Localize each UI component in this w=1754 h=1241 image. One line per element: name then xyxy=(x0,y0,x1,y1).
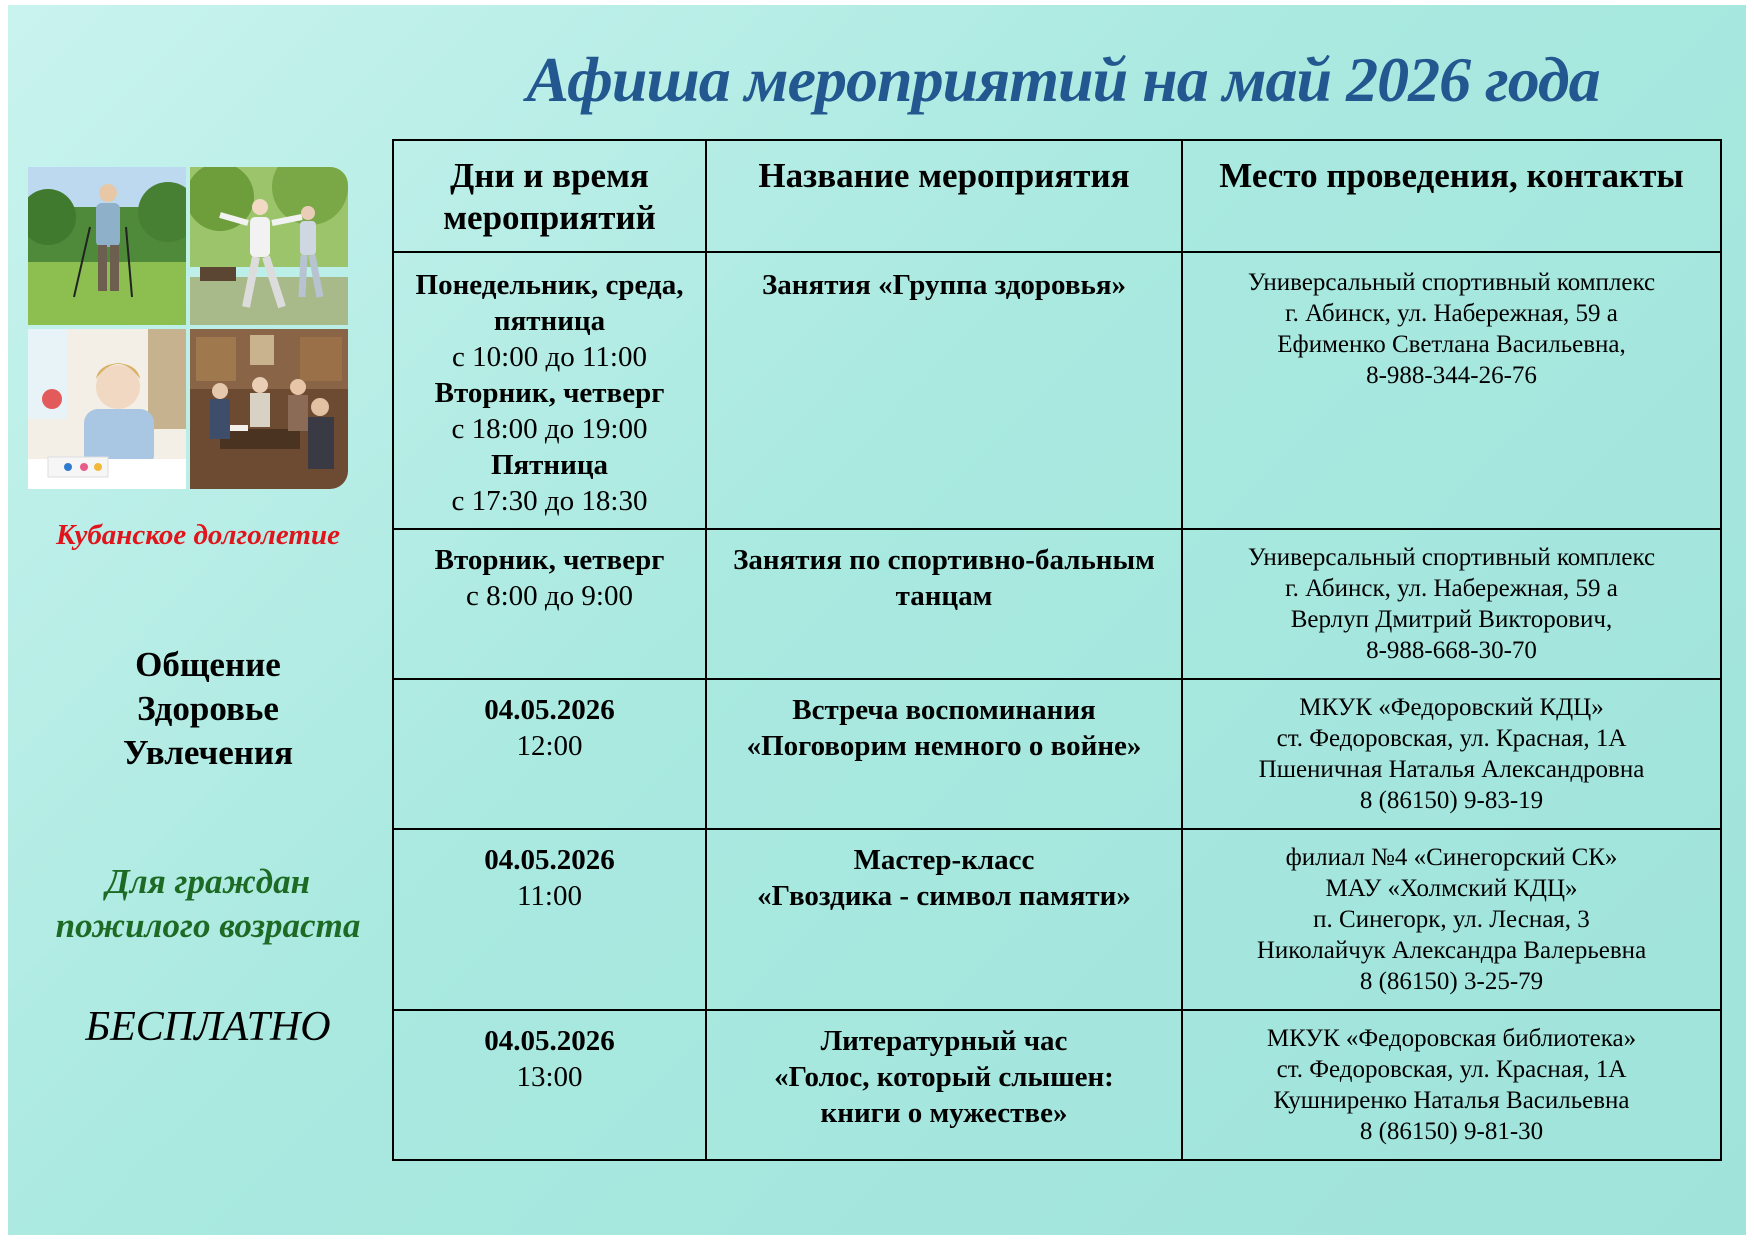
event-name-cell xyxy=(706,829,1182,1010)
event-place-line: Ефименко Светлана Васильевна, xyxy=(1277,331,1626,358)
event-place-cell xyxy=(1182,1010,1721,1160)
event-place-line: МКУК «Федоровский КДЦ» xyxy=(1299,694,1604,721)
page-title: Афиша мероприятий на май 2026 года xyxy=(526,44,1600,115)
reading-club-photo xyxy=(190,329,348,489)
event-place-line: ст. Федоровская, ул. Красная, 1А xyxy=(1276,725,1627,752)
event-place-line: Пшеничная Наталья Александровна xyxy=(1258,756,1645,783)
value-item: Здоровье xyxy=(137,689,279,728)
events-table xyxy=(392,139,1722,1161)
event-name-line: танцам xyxy=(895,580,993,612)
audience-line: Для граждан xyxy=(105,862,311,901)
event-day-label: 04.05.2026 xyxy=(484,694,615,726)
event-place-line: 8-988-668-30-70 xyxy=(1366,637,1537,664)
audience-note xyxy=(28,860,388,948)
photo-collage xyxy=(28,167,348,489)
event-place-line: 8-988-344-26-76 xyxy=(1366,362,1537,389)
event-day-label: Пятница xyxy=(490,449,609,481)
event-name-line: «Голос, который слышен: xyxy=(774,1061,1114,1093)
event-name-line: Занятия по спортивно-бальным xyxy=(733,544,1155,576)
event-name-line: Литературный час xyxy=(820,1025,1068,1057)
price-note: БЕСПЛАТНО xyxy=(85,1004,331,1050)
table-row xyxy=(393,252,1721,529)
event-place-line: 8 (86150) 9-81-30 xyxy=(1359,1118,1544,1145)
event-name-cell xyxy=(706,1010,1182,1160)
event-place-line: ст. Федоровская, ул. Красная, 1А xyxy=(1276,1056,1627,1083)
event-name-cell xyxy=(706,252,1182,529)
event-name-line: «Поговорим немного о войне» xyxy=(746,730,1142,762)
table-row xyxy=(393,529,1721,679)
event-place-line: Николайчук Александра Валерьевна xyxy=(1256,937,1647,964)
event-day-label: 04.05.2026 xyxy=(484,1025,615,1057)
event-place-cell xyxy=(1182,529,1721,679)
event-name-line: Встреча воспоминания xyxy=(792,694,1096,726)
event-place-line: г. Абинск, ул. Набережная, 59 а xyxy=(1285,575,1618,602)
painting-photo xyxy=(28,329,186,489)
event-place-line: п. Синегорк, ул. Лесная, 3 xyxy=(1313,906,1590,933)
event-day-label: Вторник, четверг xyxy=(434,544,665,576)
event-time-label: с 17:30 до 18:30 xyxy=(451,485,648,517)
event-time-label: с 8:00 до 9:00 xyxy=(466,580,633,612)
event-place-cell xyxy=(1182,679,1721,829)
event-name-cell xyxy=(706,529,1182,679)
event-time-label: 11:00 xyxy=(517,880,582,912)
audience-line: пожилого возраста xyxy=(55,906,361,945)
outdoor-exercise-photo xyxy=(190,167,348,325)
event-place-cell xyxy=(1182,829,1721,1010)
event-days-cell xyxy=(393,679,706,829)
event-name-line: книги о мужестве» xyxy=(820,1097,1068,1129)
event-place-line: Универсальный спортивный комплекс xyxy=(1247,544,1656,571)
event-place-line: Кушниренко Наталья Васильевна xyxy=(1273,1087,1630,1114)
table-row xyxy=(393,1010,1721,1160)
event-place-line: МКУК «Федоровская библиотека» xyxy=(1266,1025,1637,1052)
column-header-days: Дни и время мероприятий xyxy=(393,140,706,252)
event-place-line: МАУ «Холмский КДЦ» xyxy=(1325,875,1578,902)
event-days-cell xyxy=(393,1010,706,1160)
event-name-cell xyxy=(706,679,1182,829)
event-name-line: Мастер-класс xyxy=(853,844,1035,876)
event-place-cell xyxy=(1182,252,1721,529)
event-day-label: Понедельник, среда, пятница xyxy=(415,269,684,337)
table-header-row xyxy=(393,140,1721,252)
event-place-line: 8 (86150) 9-83-19 xyxy=(1359,787,1544,814)
value-item: Общение xyxy=(135,645,281,684)
value-item: Увлечения xyxy=(122,733,294,772)
event-name-line: «Гвоздика - символ памяти» xyxy=(757,880,1131,912)
event-place-line: Универсальный спортивный комплекс xyxy=(1247,269,1656,296)
event-time-label: 13:00 xyxy=(516,1061,583,1093)
column-header-name: Название мероприятия xyxy=(706,140,1182,252)
event-day-label: 04.05.2026 xyxy=(484,844,615,876)
event-time-label: с 18:00 до 19:00 xyxy=(451,413,648,445)
column-header-place: Место проведения, контакты xyxy=(1182,140,1721,252)
poster xyxy=(8,5,1746,1235)
values-list xyxy=(28,643,388,775)
event-place-line: г. Абинск, ул. Набережная, 59 а xyxy=(1285,300,1618,327)
event-place-line: 8 (86150) 3-25-79 xyxy=(1359,968,1544,995)
event-place-line: филиал №4 «Синегорский СК» xyxy=(1285,844,1618,871)
event-name-line: Занятия «Группа здоровья» xyxy=(761,269,1127,301)
event-days-cell xyxy=(393,252,706,529)
program-name: Кубанское долголетие xyxy=(56,519,340,551)
event-day-label: Вторник, четверг xyxy=(434,377,665,409)
event-time-label: 12:00 xyxy=(516,730,583,762)
table-row xyxy=(393,679,1721,829)
event-days-cell xyxy=(393,829,706,1010)
nordic-walking-photo xyxy=(28,167,186,325)
event-days-cell xyxy=(393,529,706,679)
event-place-line: Верлуп Дмитрий Викторович, xyxy=(1290,606,1613,633)
event-time-label: с 10:00 до 11:00 xyxy=(452,341,647,373)
table-row xyxy=(393,829,1721,1010)
